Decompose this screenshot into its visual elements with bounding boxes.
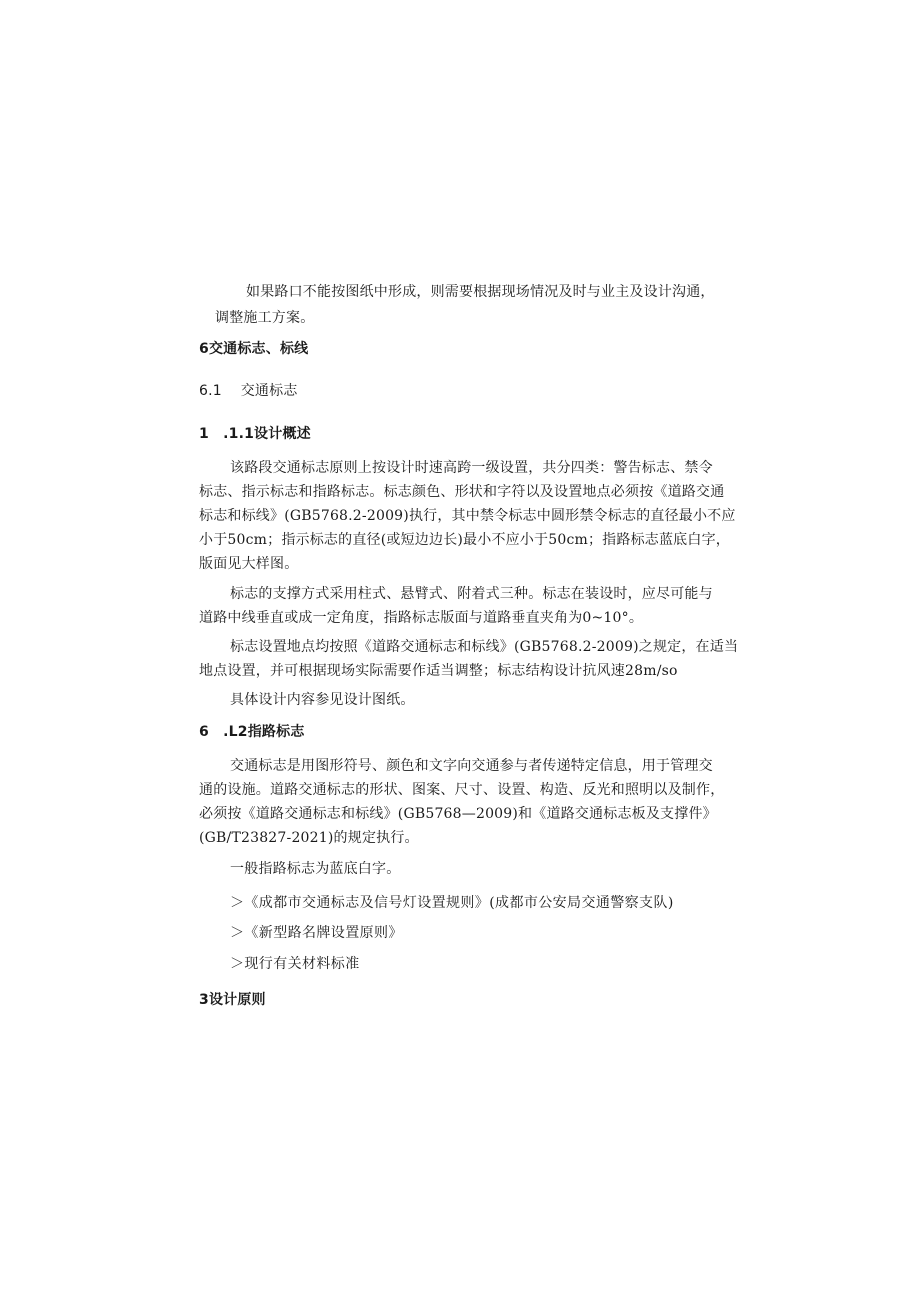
section-6-heading: 6交通标志、标线	[199, 341, 309, 357]
guide-para1-line-3: 必须按《道路交通标志和标线》(GB5768—2009)和《道路交通标志板及支撑件》	[199, 806, 717, 822]
para4-line: 具体设计内容参见设计图纸。	[230, 692, 415, 708]
para3-line-2: 地点设置，并可根据现场实际需要作适当调整；标志结构设计抗风速28m∕so	[199, 663, 678, 679]
intro-line-1: 如果路口不能按图纸中形成，则需要根据现场情况及时与业主及设计沟通，	[246, 284, 715, 300]
guide-para1-line-2: 通的设施。道路交通标志的形状、图案、尺寸、设置、构造、反光和照明以及制作，	[199, 782, 725, 798]
section-6-l2-heading: 6 .L2指路标志	[199, 724, 305, 740]
para3-line-1: 标志设置地点均按照《道路交通标志和标线》(GB5768.2-2009)之规定，在适当	[230, 639, 739, 655]
bullet-item-2: ＞《新型路名牌设置原则》	[230, 925, 403, 941]
guide-para1-line-4: (GB/T23827-2021)的规定执行。	[199, 830, 419, 846]
para1-line-3: 标志和标线》(GB5768.2-2009)执行，其中禁令标志中圆形禁令标志的直径最小不应	[199, 508, 736, 524]
section-3-heading: 3设计原则	[199, 992, 266, 1008]
para1-line-2: 标志、指示标志和指路标志。标志颜色、形状和字符以及设置地点必须按《道路交通	[199, 484, 725, 500]
guide-para1-line-1: 交通标志是用图形符号、颜色和文字向交通参与者传递特定信息，用于管理交	[230, 758, 713, 774]
para2-line-2: 道路中线垂直或成一定角度，指路标志版面与道路垂直夹角为0~10°。	[199, 610, 644, 626]
guide-para2-line: 一般指路标志为蓝底白字。	[230, 861, 401, 877]
para1-line-5: 版面见大样图。	[199, 556, 299, 572]
para1-line-4: 小于50cm；指示标志的直径(或短边边长)最小不应小于50cm；指路标志蓝底白字，	[199, 532, 730, 548]
section-6-1-heading: 6.1 交通标志	[199, 383, 298, 399]
para2-line-1: 标志的支撑方式采用柱式、悬臂式、附着式三种。标志在装设时，应尽可能与	[230, 586, 713, 602]
para1-line-1: 该路段交通标志原则上按设计时速高跨一级设置，共分四类：警告标志、禁令	[230, 460, 713, 476]
intro-line-2: 调整施工方案。	[215, 310, 315, 326]
section-1-1-1-heading: 1 .1.1设计概述	[199, 426, 311, 442]
bullet-item-1: ＞《成都市交通标志及信号灯设置规则》(成都市公安局交通警察支队)	[230, 895, 674, 911]
bullet-item-3: ＞现行有关材料标准	[230, 956, 360, 972]
